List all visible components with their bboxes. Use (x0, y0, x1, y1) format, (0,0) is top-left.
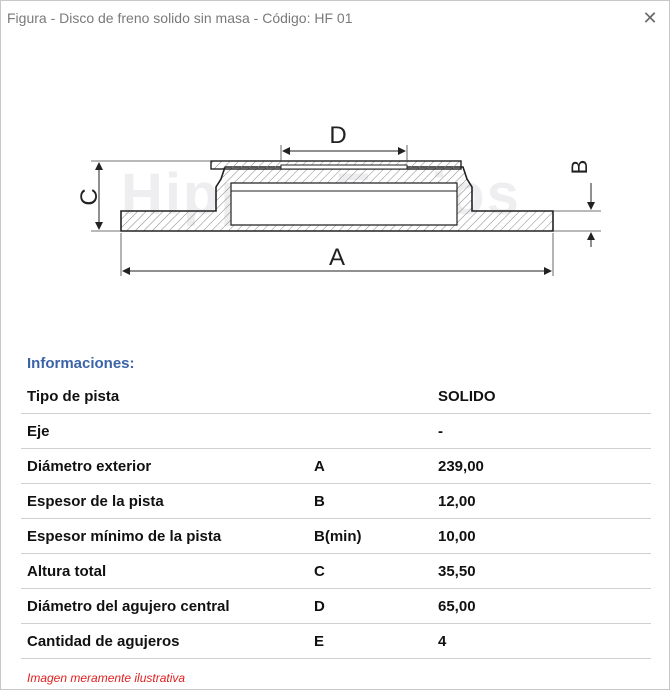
row-label: Eje (21, 414, 308, 449)
row-value: 10,00 (432, 519, 651, 554)
dimension-b-label: B (567, 159, 592, 175)
table-row (21, 519, 651, 554)
row-value: 65,00 (432, 589, 651, 624)
row-label: Altura total (21, 554, 308, 589)
table-row (21, 484, 651, 519)
window-title: Figura - Disco de freno solido sin masa - Código: HF 01 (7, 10, 353, 26)
row-code: A (308, 449, 432, 484)
row-value: 35,50 (432, 554, 651, 589)
row-label: Cantidad de agujeros (21, 624, 308, 659)
table-row (21, 449, 651, 484)
row-value: - (432, 414, 651, 449)
disc-hat-inner (231, 183, 457, 225)
table-row (21, 414, 651, 449)
row-value: SOLIDO (432, 379, 651, 414)
dimension-a-label: A (328, 244, 346, 271)
row-code: C (308, 554, 432, 589)
close-icon[interactable]: ✕ (642, 7, 658, 28)
row-code: B (308, 484, 432, 519)
info-table (21, 379, 651, 659)
table-row (21, 554, 651, 589)
row-label: Diámetro exterior (21, 449, 308, 484)
row-code: B(min) (308, 519, 432, 554)
row-value: 4 (432, 624, 651, 659)
table-row (21, 379, 651, 414)
row-code (308, 414, 432, 449)
row-label: Espesor de la pista (21, 484, 308, 519)
row-value: 239,00 (432, 449, 651, 484)
table-row (21, 624, 651, 659)
table-row (21, 589, 651, 624)
dimension-d-label: D (329, 122, 347, 149)
row-label: Diámetro del agujero central (21, 589, 308, 624)
row-code (308, 379, 432, 414)
footnote: Imagen meramente ilustrativa (27, 671, 186, 685)
row-label: Tipo de pista (21, 379, 308, 414)
row-label: Espesor mínimo de la pista (21, 519, 308, 554)
row-code: E (308, 624, 432, 659)
row-value: 12,00 (432, 484, 651, 519)
info-heading: Informaciones: (27, 355, 135, 372)
row-code: D (308, 589, 432, 624)
title-bar (1, 1, 669, 35)
brake-disc-diagram (61, 101, 621, 291)
dimension-c-label: C (76, 188, 103, 206)
